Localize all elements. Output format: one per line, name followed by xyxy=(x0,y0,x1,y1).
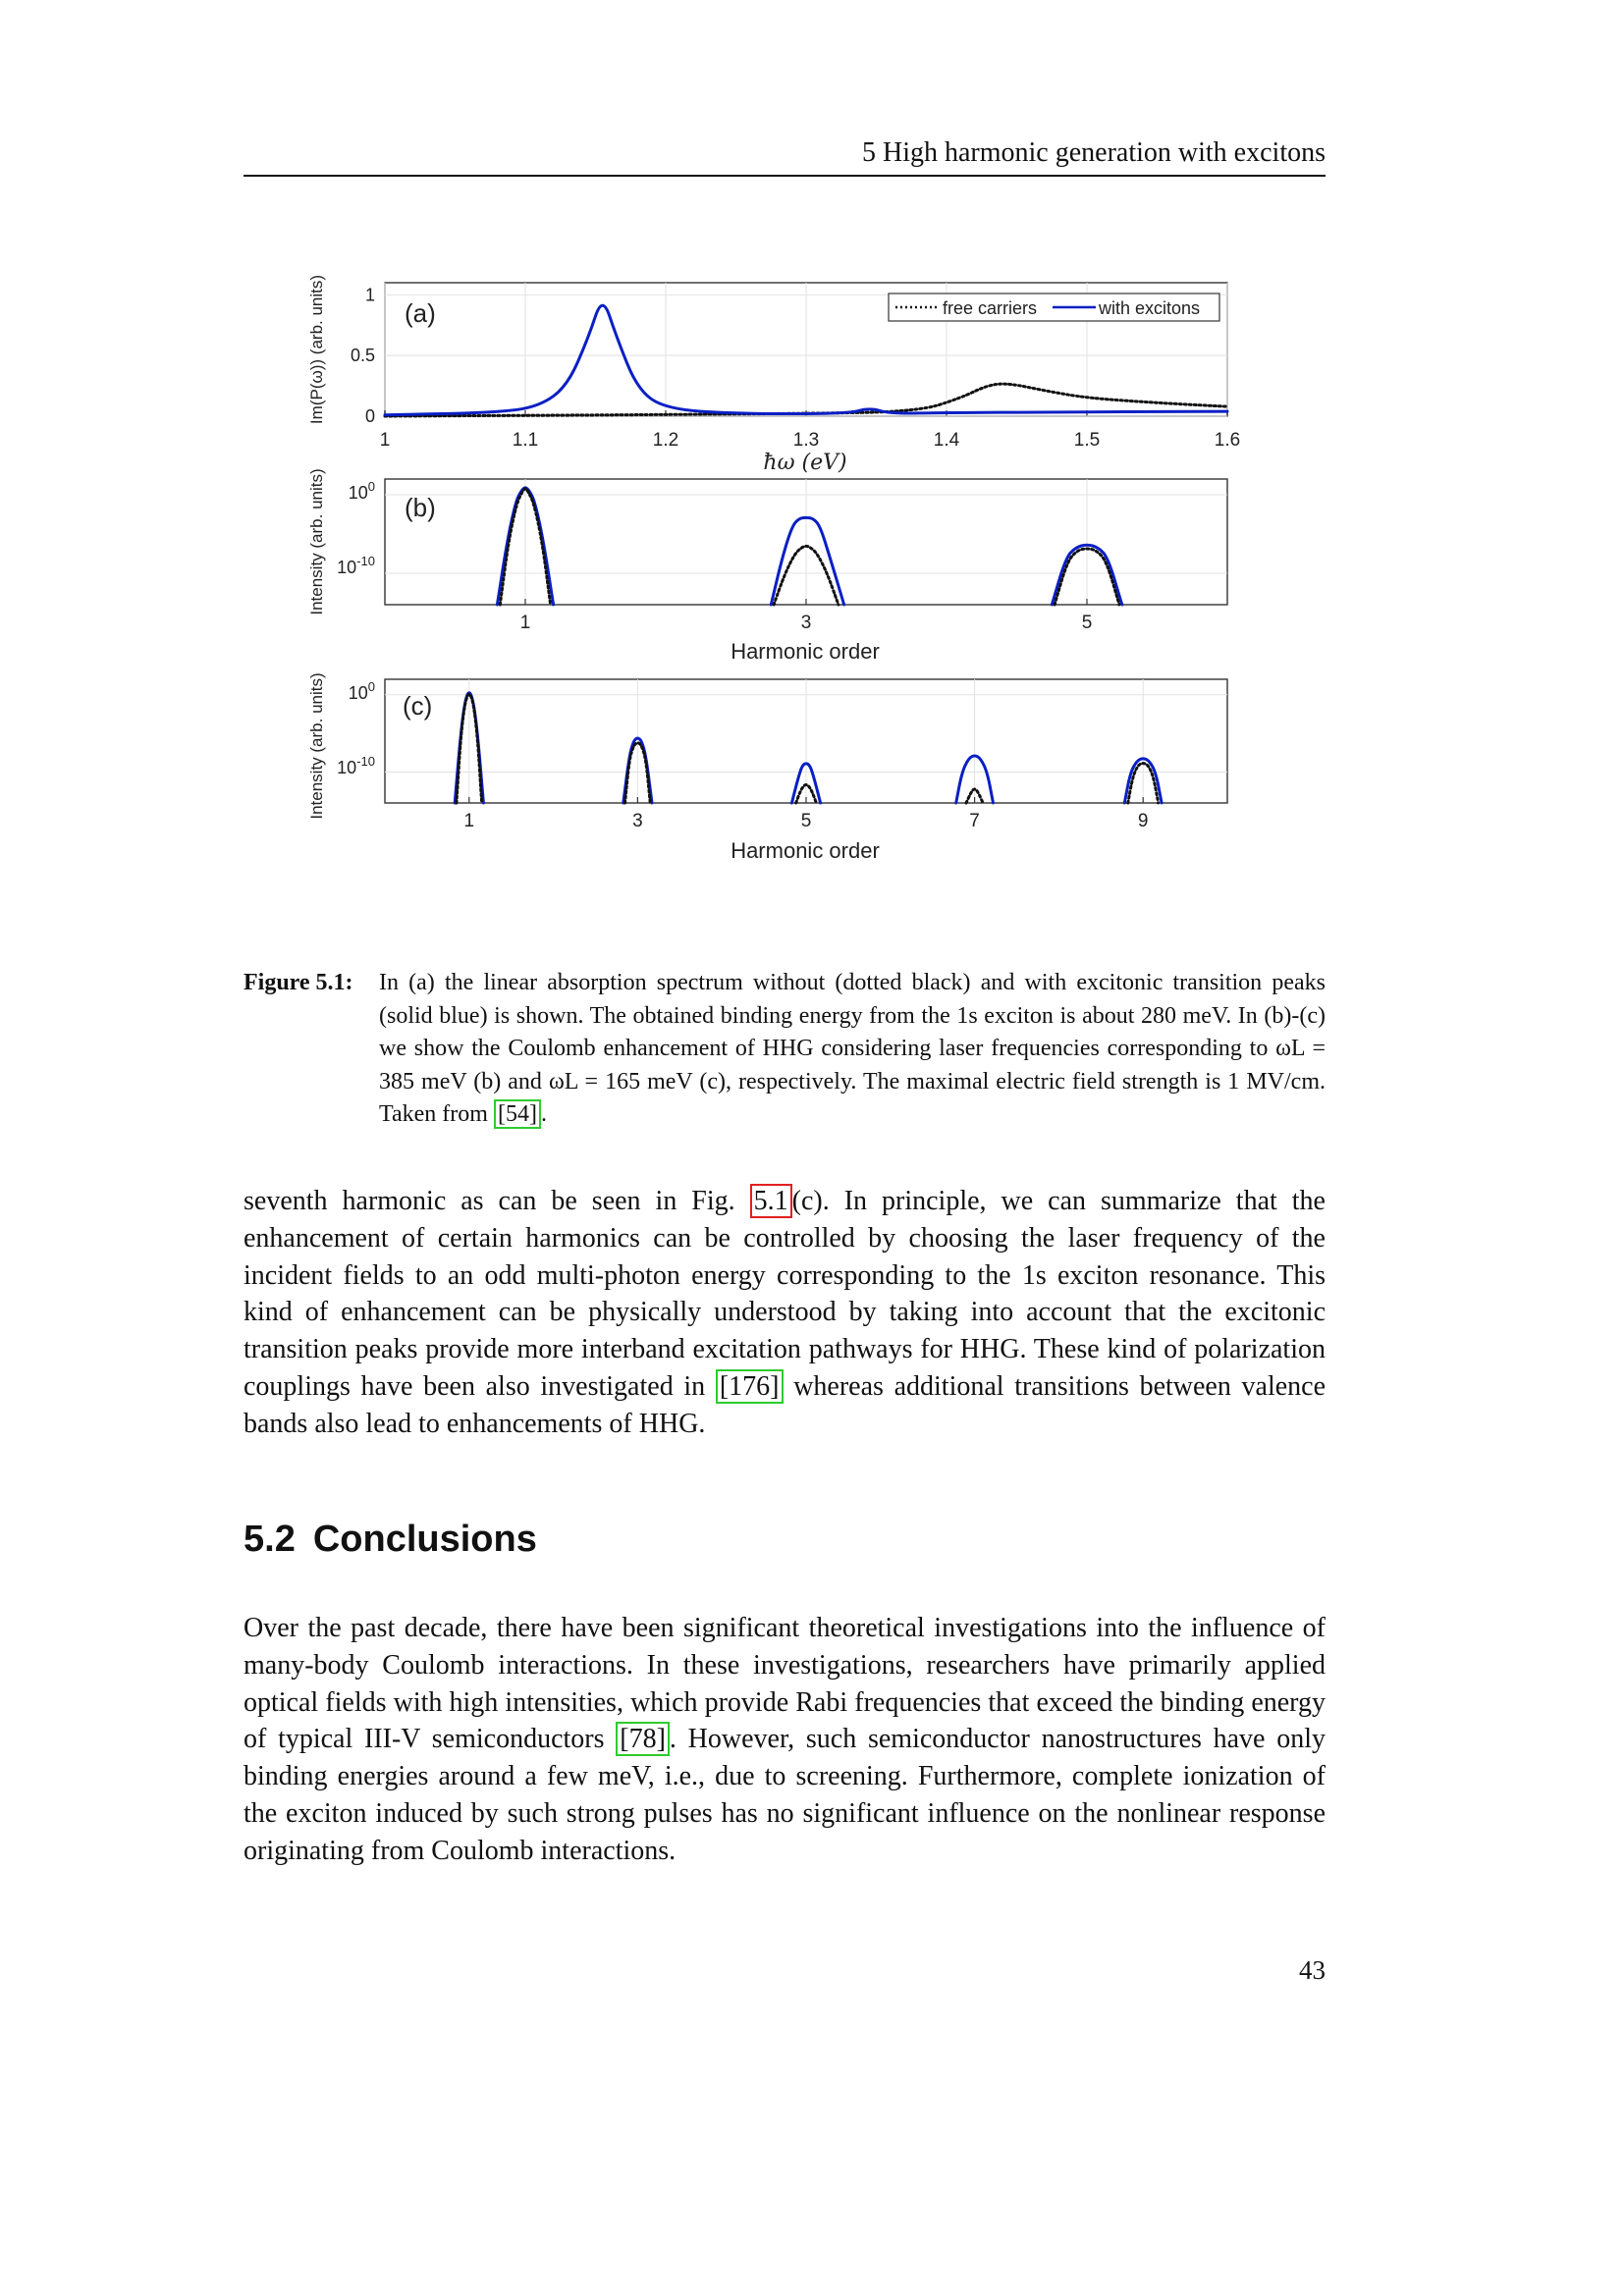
panel-c-xtick-label: 1 xyxy=(463,811,475,831)
panel-a-legend xyxy=(889,294,1219,321)
legend-with-excitons: with excitons xyxy=(1099,298,1201,318)
section-heading xyxy=(244,1515,537,1564)
p1-text-c: whereas additional transitions between valence bands also lead to enhancements of HHG. xyxy=(244,1370,1326,1439)
panel-a-xtick-label: 1.5 xyxy=(1073,430,1101,451)
panel-c-ytick-top: $10^0$ xyxy=(348,679,375,703)
figure-ref-link[interactable]: 5.1 xyxy=(750,1184,792,1218)
panel-a-xtick-label: 1.6 xyxy=(1214,430,1241,451)
panel-c-yticks xyxy=(337,679,375,777)
panel-c xyxy=(307,672,1227,863)
paragraph-harmonics xyxy=(244,1183,1326,1443)
caption-body: In (a) the linear absorption spectrum without (dotted black) and with excitonic transition peaks (solid blue) is shown. The obtained binding energy from the 1s exciton is about 280 meV. In (b)-(c) we show the Coulomb enhancement of HHG considering laser frequencies corresponding to ωL = 385 meV (b) and ωL = 165 meV (c), respectively. The maximal electric field strength is 1 MV/cm. Taken from xyxy=(379,970,1326,1127)
legend-free-carriers: free carriers xyxy=(943,298,1038,318)
panel-b-ytick-top-exp: 0 xyxy=(367,479,375,494)
panel-a-xtick-label: 1.3 xyxy=(792,430,820,451)
panel-c-label: (c) xyxy=(403,691,433,721)
panel-a-ytick-label: 0.5 xyxy=(350,346,375,366)
figure-chart xyxy=(295,265,1257,883)
panel-a-xtick-label: 1.2 xyxy=(652,430,679,451)
panel-a-xtick-label: 1.4 xyxy=(933,430,960,451)
panel-c-ylabel: Intensity (arb. units) xyxy=(307,672,326,820)
panel-a-ytick-label: 1 xyxy=(364,285,375,305)
header-rule xyxy=(244,175,1326,177)
panel-b-xtick-label: 5 xyxy=(1081,613,1093,633)
panel-b-xlabel: Harmonic order xyxy=(731,639,880,664)
panel-a-ytick-label: 0 xyxy=(364,406,375,426)
figure-caption-text xyxy=(379,967,1326,1132)
citation-link-54[interactable]: [54] xyxy=(494,1099,541,1129)
panel-b-label: (b) xyxy=(405,493,436,522)
panel-b-yticks xyxy=(337,479,375,577)
panel-a-ylabel: Im(P(ω)) (arb. units) xyxy=(307,274,326,425)
panel-b xyxy=(307,468,1227,664)
p1-text-a: seventh harmonic as can be seen in Fig. xyxy=(244,1186,735,1216)
panel-a-xlabel: ħω (eV) xyxy=(763,451,847,475)
panel-a-xtick-label: 1.1 xyxy=(512,430,539,451)
caption-end: . xyxy=(540,1101,547,1127)
panel-b-ytick-bottom: $10^{-10}$ xyxy=(337,554,375,577)
panel-c-xlabel: Harmonic order xyxy=(731,838,880,863)
figure-caption xyxy=(244,967,1326,1132)
panel-b-xtick-label: 3 xyxy=(800,613,812,633)
panel-a-label: (a) xyxy=(405,298,436,328)
panel-c-xtick-label: 9 xyxy=(1137,811,1149,831)
citation-link-176[interactable]: [176] xyxy=(716,1369,784,1404)
panel-b-ylabel: Intensity (arb. units) xyxy=(307,468,326,615)
panel-b-ytick-top: $10^0$ xyxy=(348,479,375,503)
panel-b-xtick-label: 1 xyxy=(519,613,531,633)
panel-c-ytick-top-exp: 0 xyxy=(367,679,375,694)
figure-5-1 xyxy=(295,265,1257,883)
panel-b-ytick-bottom-exp: -10 xyxy=(356,554,375,568)
p2-text-b: . However, such semiconductor nanostructures have only binding energies around a few meV, i.e., due to screening. Furthermore, complete ionization of the exciton induced by such strong pulses has no significant influence on the nonlinear response originating from Coulomb interactions. xyxy=(244,1724,1326,1866)
panel-c-ytick-bottom-exp: -10 xyxy=(356,754,375,769)
panel-c-ytick-bottom: $10^{-10}$ xyxy=(337,754,375,777)
running-head: 5 High harmonic generation with excitons xyxy=(862,137,1326,168)
p2-text-a: Over the past decade, there have been significant theoretical investigations into the influence of many-body Coulomb interactions. In these investigations, researchers have primarily applied optical fields with high intensities, which provide Rabi frequencies that exceed the binding energy of typical III-V semiconductors xyxy=(244,1613,1326,1755)
panel-c-xtick-label: 3 xyxy=(632,811,643,831)
citation-link-78[interactable]: [78] xyxy=(616,1722,670,1756)
panel-a-xtick-label: 1 xyxy=(379,430,391,451)
paragraph-conclusions xyxy=(244,1610,1326,1870)
panel-c-xtick-label: 7 xyxy=(969,811,980,831)
panel-a xyxy=(307,275,1240,475)
p1-text-b: (c). In principle, we can summarize that the enhancement of certain harmonics can be controlled by choosing the laser frequency of the incident fields to an odd multi-photon energy corresponding to the 1s exciton resonance. This kind of enhancement can be physically understood by taking into account that the excitonic transition peaks provide more interband excitation pathways for HHG. These kind of polarization couplings have been also investigated in xyxy=(244,1186,1326,1402)
section-number: 5.2 xyxy=(244,1519,296,1560)
page-number: 43 xyxy=(1299,1955,1326,1985)
figure-label: Figure 5.1: xyxy=(244,970,353,995)
section-title: Conclusions xyxy=(312,1519,537,1560)
panel-c-xtick-label: 5 xyxy=(800,811,812,831)
